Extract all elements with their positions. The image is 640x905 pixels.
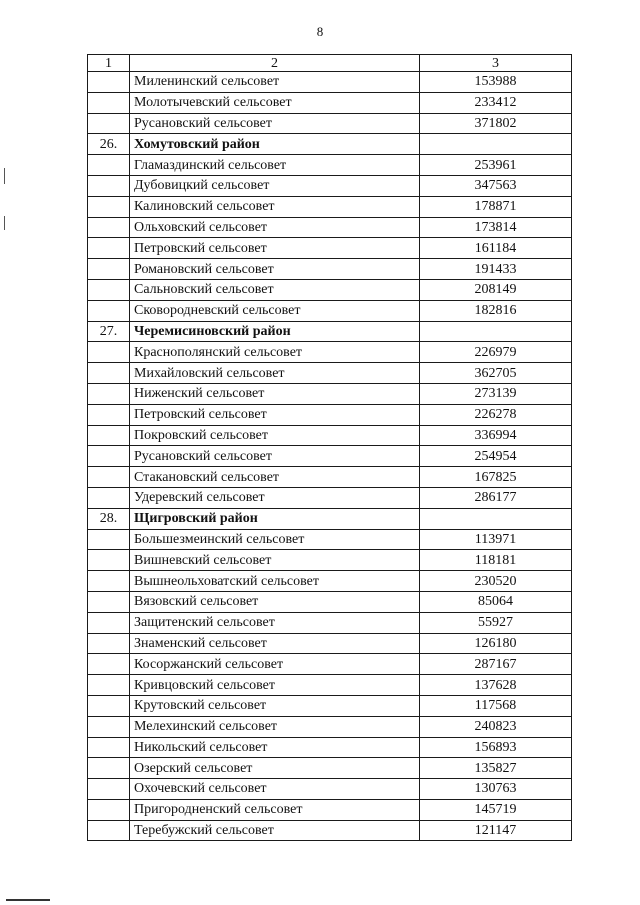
row-number (88, 259, 130, 280)
council-name: Романовский сельсовет (130, 259, 420, 280)
amount-value: 126180 (420, 633, 572, 654)
amount-value: 371802 (420, 113, 572, 134)
council-name: Дубовицкий сельсовет (130, 175, 420, 196)
amount-value: 230520 (420, 571, 572, 592)
council-name: Русановский сельсовет (130, 113, 420, 134)
amount-value: 347563 (420, 175, 572, 196)
council-name: Стакановский сельсовет (130, 467, 420, 488)
amount-value: 145719 (420, 799, 572, 820)
table-row (88, 487, 572, 508)
row-number (88, 155, 130, 176)
row-number (88, 695, 130, 716)
council-name: Мелехинский сельсовет (130, 716, 420, 737)
table-body (88, 55, 572, 841)
amount-value: 85064 (420, 591, 572, 612)
amount-value: 287167 (420, 654, 572, 675)
scan-edge-mark (6, 899, 50, 901)
amount-value (420, 321, 572, 342)
amount-value (420, 134, 572, 155)
row-number (88, 758, 130, 779)
row-number (88, 571, 130, 592)
council-name: Озерский сельсовет (130, 758, 420, 779)
row-number (88, 591, 130, 612)
table-row (88, 550, 572, 571)
row-number (88, 529, 130, 550)
table-row (88, 238, 572, 259)
row-number (88, 300, 130, 321)
table-row (88, 363, 572, 384)
council-name: Калиновский сельсовет (130, 196, 420, 217)
council-name: Ольховский сельсовет (130, 217, 420, 238)
council-name: Удеревский сельсовет (130, 487, 420, 508)
table-row (88, 820, 572, 841)
table-row (88, 799, 572, 820)
amount-value: 226278 (420, 404, 572, 425)
council-name: Вышнеольховатский сельсовет (130, 571, 420, 592)
table-row (88, 758, 572, 779)
table-row (88, 383, 572, 404)
district-row (88, 508, 572, 529)
amount-value: 240823 (420, 716, 572, 737)
table-row (88, 196, 572, 217)
row-number (88, 72, 130, 93)
district-name: Черемисиновский район (130, 321, 420, 342)
row-number (88, 404, 130, 425)
row-number (88, 196, 130, 217)
table-row (88, 259, 572, 280)
table-row (88, 591, 572, 612)
amount-value: 226979 (420, 342, 572, 363)
council-name: Сальновский сельсовет (130, 279, 420, 300)
council-name: Гламаздинский сельсовет (130, 155, 420, 176)
amount-value: 286177 (420, 487, 572, 508)
row-number (88, 675, 130, 696)
row-number (88, 550, 130, 571)
council-name: Михайловский сельсовет (130, 363, 420, 384)
council-name: Кривцовский сельсовет (130, 675, 420, 696)
table-row (88, 612, 572, 633)
amount-value: 113971 (420, 529, 572, 550)
amount-value: 173814 (420, 217, 572, 238)
amount-value: 153988 (420, 72, 572, 93)
row-number (88, 238, 130, 259)
council-name: Русановский сельсовет (130, 446, 420, 467)
amount-value: 233412 (420, 92, 572, 113)
table-row (88, 695, 572, 716)
amount-value: 182816 (420, 300, 572, 321)
council-name: Молотычевский сельсовет (130, 92, 420, 113)
row-number (88, 799, 130, 820)
row-number (88, 612, 130, 633)
amount-value: 253961 (420, 155, 572, 176)
row-number (88, 467, 130, 488)
council-name: Никольский сельсовет (130, 737, 420, 758)
row-number: 27. (88, 321, 130, 342)
row-number (88, 820, 130, 841)
council-name: Миленинский сельсовет (130, 72, 420, 93)
amount-value: 117568 (420, 695, 572, 716)
header-col-1: 1 (88, 55, 130, 72)
council-name: Сковородневский сельсовет (130, 300, 420, 321)
amount-value: 254954 (420, 446, 572, 467)
row-number (88, 279, 130, 300)
council-name: Покровский сельсовет (130, 425, 420, 446)
row-number (88, 779, 130, 800)
table-row (88, 175, 572, 196)
amount-value: 362705 (420, 363, 572, 384)
row-number (88, 217, 130, 238)
header-col-3: 3 (420, 55, 572, 72)
council-name: Ниженский сельсовет (130, 383, 420, 404)
council-name: Большезмеинский сельсовет (130, 529, 420, 550)
amount-value: 273139 (420, 383, 572, 404)
row-number (88, 113, 130, 134)
row-number (88, 92, 130, 113)
table-row (88, 571, 572, 592)
council-name: Пригородненский сельсовет (130, 799, 420, 820)
council-name: Знаменский сельсовет (130, 633, 420, 654)
table-row (88, 404, 572, 425)
district-name: Хомутовский район (130, 134, 420, 155)
row-number (88, 175, 130, 196)
scan-mark (4, 168, 5, 184)
amount-value: 121147 (420, 820, 572, 841)
allocation-table (87, 54, 572, 841)
council-name: Вишневский сельсовет (130, 550, 420, 571)
table-header-row (88, 55, 572, 72)
council-name: Петровский сельсовет (130, 404, 420, 425)
council-name: Крутовский сельсовет (130, 695, 420, 716)
row-number (88, 487, 130, 508)
table-row (88, 155, 572, 176)
table-row (88, 779, 572, 800)
page-number: 8 (316, 24, 324, 39)
council-name: Защитенский сельсовет (130, 612, 420, 633)
scan-mark (4, 216, 5, 230)
amount-value: 55927 (420, 612, 572, 633)
council-name: Охочевский сельсовет (130, 779, 420, 800)
amount-value: 118181 (420, 550, 572, 571)
amount-value: 336994 (420, 425, 572, 446)
district-row (88, 134, 572, 155)
amount-value: 178871 (420, 196, 572, 217)
amount-value: 137628 (420, 675, 572, 696)
council-name: Краснополянский сельсовет (130, 342, 420, 363)
header-col-2: 2 (130, 55, 420, 72)
table-row (88, 279, 572, 300)
amount-value: 161184 (420, 238, 572, 259)
table-row (88, 425, 572, 446)
amount-value: 191433 (420, 259, 572, 280)
row-number (88, 363, 130, 384)
table-row (88, 217, 572, 238)
row-number: 26. (88, 134, 130, 155)
table-row (88, 529, 572, 550)
council-name: Косоржанский сельсовет (130, 654, 420, 675)
table-row (88, 72, 572, 93)
table-row (88, 342, 572, 363)
amount-value: 167825 (420, 467, 572, 488)
table-row (88, 92, 572, 113)
row-number (88, 654, 130, 675)
table-row (88, 113, 572, 134)
row-number: 28. (88, 508, 130, 529)
table-row (88, 716, 572, 737)
district-row (88, 321, 572, 342)
row-number (88, 633, 130, 654)
amount-value (420, 508, 572, 529)
table-row (88, 675, 572, 696)
row-number (88, 737, 130, 758)
table-row (88, 467, 572, 488)
amount-value: 135827 (420, 758, 572, 779)
council-name: Вязовский сельсовет (130, 591, 420, 612)
table-row (88, 300, 572, 321)
council-name: Петровский сельсовет (130, 238, 420, 259)
row-number (88, 383, 130, 404)
council-name: Теребужский сельсовет (130, 820, 420, 841)
amount-value: 208149 (420, 279, 572, 300)
table-row (88, 737, 572, 758)
row-number (88, 446, 130, 467)
row-number (88, 425, 130, 446)
table-row (88, 654, 572, 675)
row-number (88, 716, 130, 737)
table-row (88, 633, 572, 654)
table-row (88, 446, 572, 467)
district-name: Щигровский район (130, 508, 420, 529)
row-number (88, 342, 130, 363)
amount-value: 130763 (420, 779, 572, 800)
amount-value: 156893 (420, 737, 572, 758)
